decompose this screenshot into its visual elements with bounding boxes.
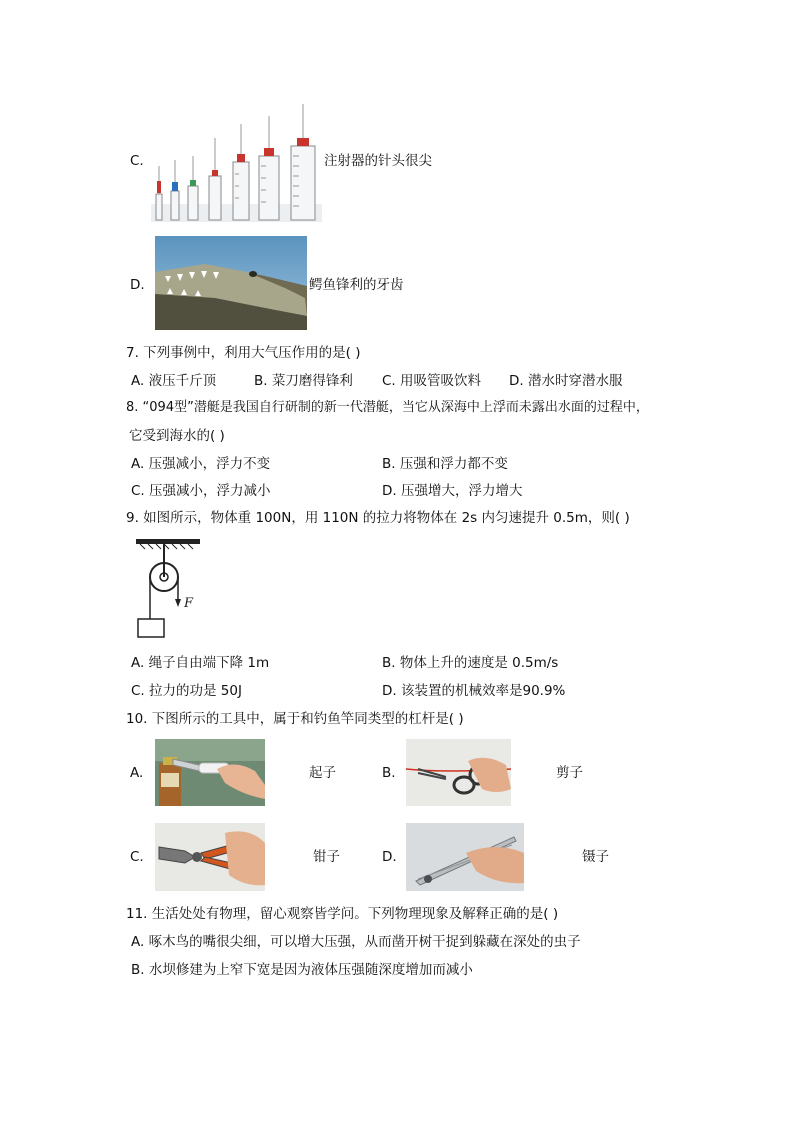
q10-option-a-letter: A. (130, 765, 144, 781)
scissors-image (406, 739, 511, 806)
q7-option-b: B. 菜刀磨得锋利 (254, 373, 353, 389)
q10-option-b-letter: B. (382, 765, 396, 781)
scissors-illustration (406, 739, 511, 806)
tweezers-illustration (406, 823, 524, 891)
q9-option-c: C. 拉力的功是 50J (131, 683, 242, 699)
option-c-text: 注射器的针头很尖 (324, 153, 432, 169)
q10-stem: 10. 下图所示的工具中，属于和钓鱼竿同类型的杠杆是( ) (126, 711, 464, 727)
q7-option-c: C. 用吸管吸饮料 (382, 373, 482, 389)
q11-stem: 11. 生活处处有物理，留心观察皆学问。下列物理现象及解释正确的是( ) (126, 906, 559, 922)
q8-stem-line1: 8. “094型”潜艇是我国自行研制的新一代潜艇，当它从深海中上浮而未露出水面的过程中， (126, 400, 649, 415)
bottle-opener-illustration (155, 739, 265, 806)
force-label: F (184, 596, 194, 611)
q11-option-a: A. 啄木鸟的嘴很尖细，可以增大压强，从而凿开树干捉到躲藏在深处的虫子 (131, 934, 581, 950)
crocodile-image (155, 236, 307, 330)
pulley-diagram (136, 539, 206, 639)
option-d-letter: D. (130, 277, 145, 293)
pliers-image (155, 823, 265, 891)
q9-option-d: D. 该装置的机械效率是90.9% (382, 683, 566, 699)
q10-option-c-name: 钳子 (313, 849, 340, 865)
option-c-letter: C. (130, 153, 144, 169)
q7-option-a: A. 液压千斤顶 (131, 373, 217, 389)
q10-option-d-letter: D. (382, 849, 397, 865)
q7-option-d: D. 潜水时穿潜水服 (509, 373, 623, 389)
q8-option-d: D. 压强增大，浮力增大 (382, 483, 523, 499)
q8-stem-line2: 它受到海水的( ) (129, 428, 225, 444)
syringes-image (151, 96, 322, 222)
q9-stem: 9. 如图所示，物体重 100N，用 110N 的拉力将物体在 2s 内匀速提升 0.5m，则( ) (126, 510, 630, 526)
q10-option-b-name: 剪子 (556, 765, 583, 781)
q8-option-a: A. 压强减小，浮力不变 (131, 456, 271, 472)
q10-option-d-name: 镊子 (582, 849, 609, 865)
crocodile-illustration (155, 236, 307, 330)
q11-option-b: B. 水坝修建为上窄下宽是因为液体压强随深度增加而减小 (131, 962, 473, 978)
q10-option-c-letter: C. (130, 849, 144, 865)
q9-option-a: A. 绳子自由端下降 1m (131, 655, 270, 671)
pliers-illustration (155, 823, 265, 891)
q8-option-c: C. 压强减小，浮力减小 (131, 483, 271, 499)
syringes-illustration (151, 96, 322, 222)
bottle-opener-image (155, 739, 265, 806)
q8-option-b: B. 压强和浮力都不变 (382, 456, 508, 472)
option-d-text: 鳄鱼锋利的牙齿 (309, 277, 404, 293)
tweezers-image (406, 823, 524, 891)
q10-option-a-name: 起子 (309, 765, 336, 781)
q9-option-b: B. 物体上升的速度是 0.5m/s (382, 655, 559, 671)
fixed-pulley-figure (136, 539, 206, 639)
q7-stem: 7. 下列事例中，利用大气压作用的是( ) (126, 345, 361, 361)
